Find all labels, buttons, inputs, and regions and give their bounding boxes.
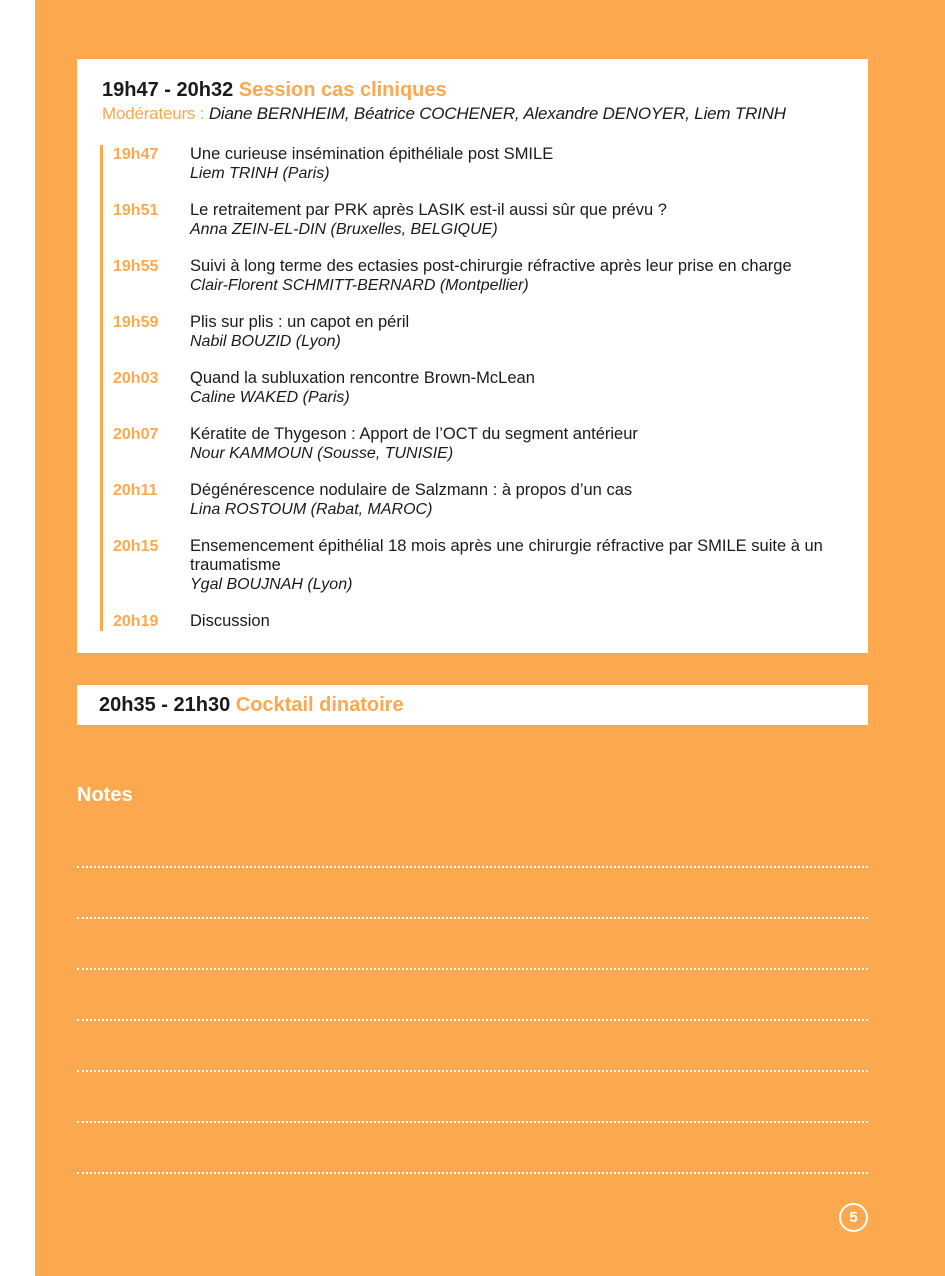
talk-body [190, 425, 860, 463]
moderators-line [102, 103, 858, 125]
cocktail-title: Cocktail dinatoire [235, 694, 404, 716]
moderators-names: Diane BERNHEIM, Béatrice COCHENER, Alexandre DENOYER, Liem TRINH [208, 104, 786, 123]
talk-time: 20h03 [113, 370, 159, 387]
note-line [77, 1019, 868, 1021]
talk-time: 19h59 [113, 314, 159, 331]
talk-item [103, 201, 860, 239]
talk-speaker: Caline WAKED (Paris) [190, 389, 350, 406]
talk-item [103, 145, 860, 183]
talk-time: 20h11 [113, 482, 158, 499]
talk-time: 20h07 [113, 426, 159, 443]
note-line [77, 917, 868, 919]
note-line [77, 968, 868, 970]
talk-speaker: Nour KAMMOUN (Sousse, TUNISIE) [190, 445, 454, 462]
talk-body [190, 612, 860, 631]
talk-list [100, 145, 860, 631]
talk-title: Kératite de Thygeson : Apport de l’OCT du segment antérieur [190, 425, 638, 443]
talk-speaker: Liem TRINH (Paris) [190, 165, 330, 182]
talk-title: Suivi à long terme des ectasies post-chirurgie réfractive après leur prise en charge [190, 257, 792, 275]
talk-item [103, 481, 860, 519]
talk-speaker: Anna ZEIN-EL-DIN (Bruxelles, BELGIQUE) [190, 221, 498, 238]
cocktail-time: 20h35 - 21h30 [99, 694, 231, 716]
talk-item [103, 369, 860, 407]
talk-title: Discussion [190, 612, 270, 630]
session-header [102, 77, 858, 125]
talk-speaker: Nabil BOUZID (Lyon) [190, 333, 341, 350]
talk-body [190, 145, 860, 183]
talk-body [190, 313, 860, 351]
note-line [77, 1172, 868, 1174]
talk-title: Quand la subluxation rencontre Brown-McLean [190, 369, 535, 387]
note-line [77, 1070, 868, 1072]
session-title: Session cas cliniques [238, 79, 447, 101]
talk-body [190, 481, 860, 519]
talk-speaker: Lina ROSTOUM (Rabat, MAROC) [190, 501, 433, 518]
talk-title: Dégénérescence nodulaire de Salzmann : à propos d’un cas [190, 481, 633, 499]
talk-time: 19h55 [113, 258, 159, 275]
talk-title: Une curieuse insémination épithéliale post SMILE [190, 145, 554, 163]
talk-time: 20h19 [113, 613, 159, 630]
moderators-label: Modérateurs : [102, 104, 209, 123]
talk-body [190, 201, 860, 239]
talk-item [103, 537, 860, 594]
talk-speaker: Clair-Florent SCHMITT-BERNARD (Montpellier) [190, 277, 529, 294]
talk-title: Ensemencement épithélial 18 mois après une chirurgie réfractive par SMILE suite à un traumatisme [190, 537, 823, 574]
talk-item [103, 313, 860, 351]
page-number: 5 [839, 1203, 868, 1232]
session-title-line [102, 77, 858, 103]
talk-speaker: Ygal BOUJNAH (Lyon) [190, 576, 353, 593]
talk-body [190, 257, 860, 295]
session-time: 19h47 - 20h32 [102, 79, 234, 101]
cocktail-box [77, 685, 868, 725]
talk-time: 20h15 [113, 538, 159, 555]
talk-body [190, 537, 860, 594]
talk-time: 19h51 [113, 202, 159, 219]
note-line [77, 866, 868, 868]
talk-title: Plis sur plis : un capot en péril [190, 313, 410, 331]
talk-item [103, 612, 860, 631]
talk-title: Le retraitement par PRK après LASIK est-il aussi sûr que prévu ? [190, 201, 667, 219]
talk-item [103, 425, 860, 463]
note-line [77, 1121, 868, 1123]
talk-item [103, 257, 860, 295]
notes-title: Notes [77, 784, 133, 806]
talk-body [190, 369, 860, 407]
session-box [77, 59, 868, 653]
talk-time: 19h47 [113, 146, 159, 163]
